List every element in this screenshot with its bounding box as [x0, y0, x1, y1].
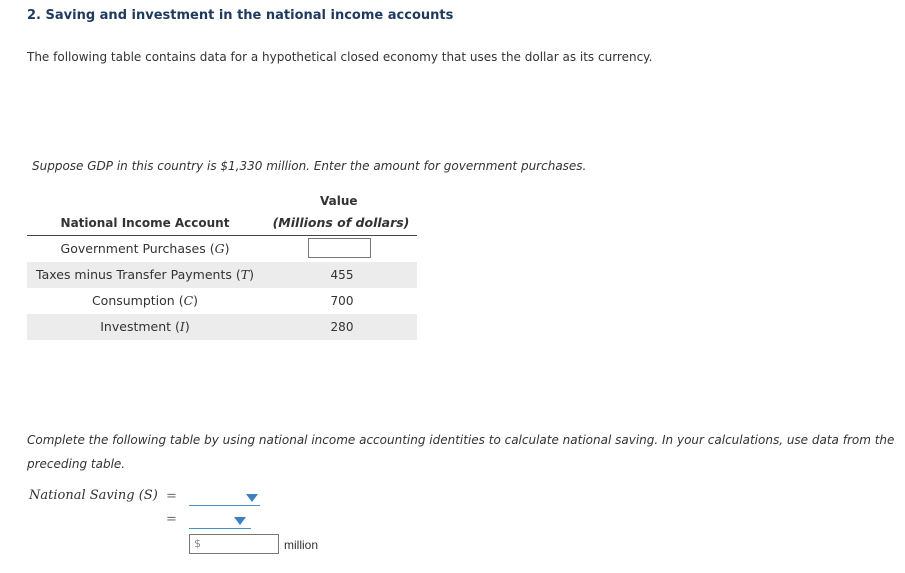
equals-sign: = — [166, 489, 177, 504]
dollar-sign: $ — [194, 537, 201, 550]
saving-formula-dropdown-1[interactable] — [189, 489, 260, 506]
intro-text: The following table contains data for a hypothetical closed economy that uses the dollar as its currency. — [27, 50, 653, 64]
question-title: 2. Saving and investment in the national income accounts — [27, 8, 454, 23]
gdp-prompt: Suppose GDP in this country is $1,330 million. Enter the amount for government purchases. — [32, 159, 587, 173]
million-unit-label: million — [284, 538, 319, 552]
equals-sign: = — [166, 512, 177, 527]
units-column-header: (Millions of dollars) — [272, 215, 410, 230]
table-row-consumption — [27, 288, 417, 314]
investment-value: 280 — [330, 320, 354, 334]
row-label: Government Purchases (G) — [60, 241, 230, 256]
chevron-down-icon — [234, 517, 246, 525]
saving-formula-dropdown-2[interactable] — [189, 512, 251, 529]
row-label: Taxes minus Transfer Payments (T) — [36, 267, 254, 282]
national-saving-label: National Saving (S) — [29, 488, 158, 503]
national-saving-amount-input[interactable] — [189, 534, 279, 554]
saving-instructions: Complete the following table by using national income accounting identities to calculate national saving. In your calculations, use data from the preceding table. — [27, 433, 895, 471]
government-purchases-input[interactable] — [308, 238, 371, 258]
row-label: Consumption (C) — [91, 293, 199, 308]
taxes-value: 455 — [330, 268, 354, 282]
chevron-down-icon — [246, 494, 258, 502]
table-row-taxes — [27, 262, 417, 288]
value-column-header: Value — [320, 194, 358, 208]
row-label: Investment (I) — [100, 319, 190, 334]
account-column-header: National Income Account — [60, 216, 230, 230]
consumption-value: 700 — [330, 294, 354, 308]
table-row-government-purchases — [27, 236, 417, 262]
table-row-investment — [27, 314, 417, 340]
